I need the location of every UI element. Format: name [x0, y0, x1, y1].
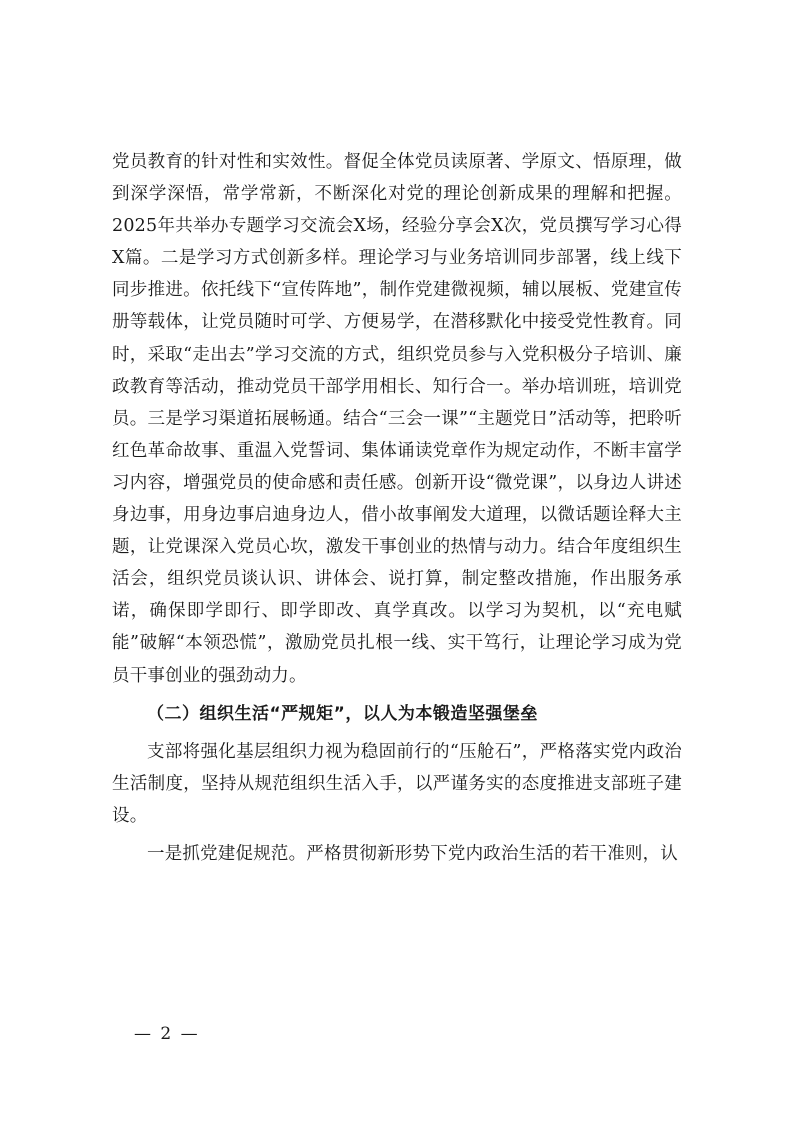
- section-heading: （二）组织生活“严规矩”，以人为本锻造坚强堡垒: [147, 703, 538, 724]
- body-paragraph: 一是抓党建促规范。严格贯彻新形势下党内政治生活的若干准则，认: [147, 843, 678, 864]
- body-paragraph: 支部将强化基层组织力视为稳固前行的“压舱石”，严格落实党内政治生活制度，坚持从规范组织生活入手，以严谨务实的态度推进支部班子建设。: [112, 741, 682, 826]
- page-number: — 2 —: [134, 1024, 200, 1044]
- body-paragraph: 党员教育的针对性和实效性。督促全体党员读原著、学原文、悟原理，做到深学深悟，常学常新，不断深化对党的理论创新成果的理解和把握。2025年共举办专题学习交流会X场，经验分享会X次，党员撰写学习心得X篇。二是学习方式创新多样。理论学习与业务培训同步部署，线上线下同步推进。依托线下“宣传阵地”，制作党建微视频，辅以展板、党建宣传册等载体，让党员随时可学、方便易学，在潜移默化中接受党性教育。同时，采取“走出去”学习交流的方式，组织党员参与入党积极分子培训、廉政教育等活动，推动党员干部学用相长、知行合一。举办培训班，培训党员。三是学习渠道拓展畅通。结合“三会一课”“主题党日”活动等，把聆听红色革命故事、重温入党誓词、集体诵读党章作为规定动作，不断丰富学习内容，增强党员的使命感和责任感。创新开设“微党课”，以身边人讲述身边事，用身边事启迪身边人，借小故事阐发大道理，以微话题诠释大主题，让党课深入党员心坎，激发干事创业的热情与动力。结合年度组织生活会，组织党员谈认识、讲体会、说打算，制定整改措施，作出服务承诺，确保即学即行、即学即改、真学真改。以学习为契机，以“充电赋能”破解“本领恐慌”，激励党员扎根一线、实干笃行，让理论学习成为党员干事创业的强劲动力。: [112, 152, 682, 686]
- document-body: [112, 146, 682, 870]
